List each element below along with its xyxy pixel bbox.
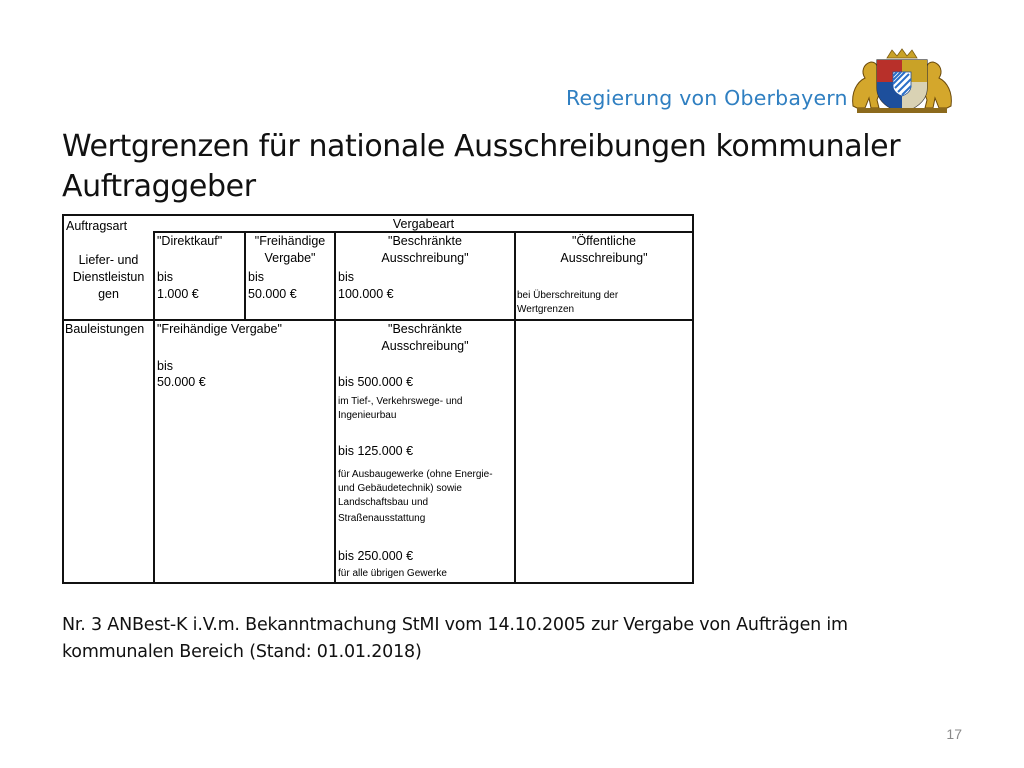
bau-freihaendig-bis: bis	[157, 359, 173, 373]
liefer-direktkauf-type: "Direktkauf"	[157, 234, 223, 248]
bau-limit-500000-note-1: im Tief-, Verkehrswege- und	[338, 396, 463, 407]
liefer-beschraenkt-type-2: Ausschreibung"	[381, 251, 469, 265]
liefer-beschraenkt-type-1: "Beschränkte	[388, 234, 462, 248]
bau-limit-125000-note-4: Straßenausstattung	[338, 513, 426, 524]
liefer-freihaendig-type-2: Vergabe"	[264, 251, 316, 265]
bau-freihaendig-amount: 50.000 €	[157, 375, 206, 389]
row-label-liefer-line3: gen	[98, 287, 119, 301]
column-divider-4	[514, 231, 516, 584]
row-label-liefer-line2: Dienstleistun	[72, 270, 145, 284]
liefer-oeffentlich-type-1: "Öffentliche	[572, 234, 636, 248]
liefer-direktkauf-amount: 1.000 €	[157, 287, 199, 301]
liefer-beschraenkt-amount: 100.000 €	[338, 287, 394, 301]
column-divider-3	[334, 231, 336, 584]
liefer-oeffentlich-note-2: Wertgrenzen	[517, 304, 575, 315]
liefer-beschraenkt-bis: bis	[338, 270, 354, 284]
bau-limit-500000-note-2: Ingenieurbau	[338, 410, 397, 421]
bau-limit-125000-note-2: und Gebäudetechnik) sowie	[338, 483, 462, 494]
bau-freihaendig-type: "Freihändige Vergabe"	[157, 322, 282, 336]
table-border-bottom	[62, 582, 694, 584]
row-label-bau: Bauleistungen	[65, 322, 145, 336]
bau-limit-500000: bis 500.000 €	[338, 375, 414, 389]
liefer-freihaendig-type-1: "Freihändige	[254, 234, 326, 248]
liefer-oeffentlich-type-2: Ausschreibung"	[560, 251, 648, 265]
row-label-liefer-line1: Liefer- und	[78, 253, 139, 267]
bau-beschraenkt-type-2: Ausschreibung"	[381, 339, 469, 353]
liefer-freihaendig-bis: bis	[248, 270, 264, 284]
liefer-oeffentlich-note-1: bei Überschreitung der	[517, 290, 619, 301]
bau-beschraenkt-type-1: "Beschränkte	[388, 322, 462, 336]
column-divider-1	[153, 231, 155, 584]
header-auftragsart: Auftragsart	[66, 219, 128, 233]
header-vergabeart: Vergabeart	[392, 217, 455, 231]
liefer-direktkauf-bis: bis	[157, 270, 173, 284]
table-border-right	[692, 214, 694, 584]
page-number: 17	[946, 726, 962, 742]
organization-name: Regierung von Oberbayern	[566, 86, 848, 110]
legal-reference-note: Nr. 3 ANBest-K i.V.m. Bekanntmachung StMI vom 14.10.2005 zur Vergabe von Aufträgen im kommunalen Bereich (Stand: 01.01.2018)	[62, 615, 848, 662]
liefer-freihaendig-amount: 50.000 €	[248, 287, 297, 301]
bau-limit-250000: bis 250.000 €	[338, 549, 414, 563]
bau-limit-125000-note-1: für Ausbaugewerke (ohne Energie-	[338, 469, 493, 480]
bau-limit-125000: bis 125.000 €	[338, 444, 414, 458]
slide-title: Wertgrenzen für nationale Ausschreibungen kommunaler Auftraggeber	[62, 129, 901, 204]
bau-limit-125000-note-3: Landschaftsbau und	[338, 497, 429, 508]
bau-limit-250000-note: für alle übrigen Gewerke	[338, 568, 447, 579]
